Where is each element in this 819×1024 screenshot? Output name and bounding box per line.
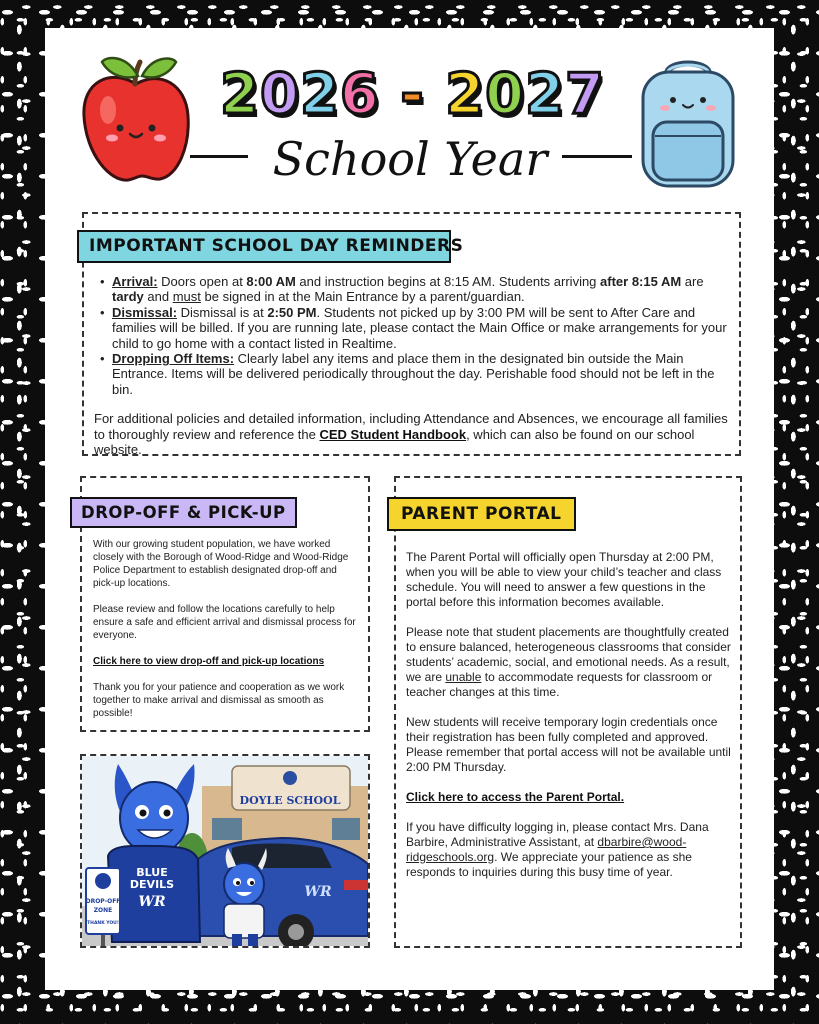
- dropoff-locations-link[interactable]: Click here to view drop-off and pick-up locations: [93, 656, 325, 667]
- arrival-must: must: [172, 289, 201, 305]
- sign-line-1: DROP-OFF: [85, 898, 121, 905]
- portal-p2-text-2: to accommodate requests for classroom or teacher changes at this time.: [406, 670, 713, 699]
- title-rule-left: [190, 155, 248, 158]
- dropping-label: Dropping Off Items:: [112, 351, 235, 367]
- year-char-8: 7: [565, 62, 605, 127]
- reminder-dismissal: [94, 305, 729, 351]
- school-year-title: [220, 62, 605, 127]
- portal-content: [406, 550, 731, 880]
- dismissal-label: Dismissal:: [112, 304, 178, 320]
- backpack-icon: [633, 56, 743, 192]
- year-char-3: 6: [339, 62, 380, 127]
- arrival-after: after 8:15 AM: [600, 274, 682, 289]
- sign-line-3: THANK YOU!: [87, 921, 119, 926]
- portal-p2-text-1: Please note that student placements are thoughtfully created to ensure balanced, heterogeneous classrooms that consider students’ academic, social, and emotional needs. As a result, we are: [406, 625, 731, 684]
- portal-p4-text-2: . We appreciate your patience as she responds to inquiries during this busy time of year.: [406, 850, 692, 879]
- year-char-7: 2: [525, 62, 566, 127]
- arrival-tardy: tardy: [112, 289, 144, 305]
- footer-text-2: , which can also be found on our school website.: [94, 426, 695, 458]
- dismissal-text-2: . Students not picked up by 3:00 PM will be sent to After Care and families will be billed. If you are running late, please contact the Main Office or make arrangements for your child to go home with a contact listed in Realtime.: [112, 304, 727, 351]
- reminders-footer: [94, 411, 729, 457]
- dismissal-text-1: Dismissal is at: [177, 304, 268, 320]
- arrival-text-5: be signed in at the Main Entrance by a parent/guardian.: [200, 289, 525, 305]
- arrival-label: Arrival:: [112, 274, 158, 289]
- footer-text-1: For additional policies and detailed information, including Attendance and Absences, we encourage all families to thoroughly review and reference the: [94, 411, 728, 442]
- reminders-content: [94, 274, 729, 457]
- sign-line-2: ZONE: [93, 907, 113, 914]
- dropoff-paragraph-1: With our growing student population, we have worked closely with the Borough of Wood-Ridge and Wood-Ridge Police Department to establish designated drop-off and pick-up locations.: [93, 539, 349, 589]
- dropping-text-1: Clearly label any items and place them in the designated bin outside the Main Entrance. Items will be delivered periodically throughout the day. Perishable food should not be left in the bin.: [112, 351, 715, 397]
- year-char-4: -: [379, 62, 446, 127]
- portal-p4-text-1: If you have difficulty logging in, please contact Mrs. Dana Barbire, Administrative Assistant, at: [406, 820, 709, 849]
- year-char-5: 2: [445, 62, 486, 127]
- year-char-1: 0: [259, 62, 300, 127]
- student-handbook-link[interactable]: CED Student Handbook: [319, 426, 467, 442]
- year-char-0: 2: [220, 62, 260, 127]
- school-year-subtitle: School Year: [272, 132, 548, 186]
- parent-portal-box: [394, 476, 742, 948]
- dropoff-paragraph-3: Thank you for your patience and cooperation as we work together to make arrival and dismissal as smooth as possible!: [93, 682, 345, 719]
- dropoff-content: [93, 538, 358, 720]
- admin-email-link[interactable]: dbarbire@wood-ridgeschools.org: [406, 835, 687, 864]
- arrival-text-3: are: [681, 274, 704, 289]
- dropoff-heading: DROP-OFF & PICK-UP: [70, 497, 297, 528]
- arrival-time: 8:00 AM: [246, 274, 296, 289]
- portal-paragraph-3: New students will receive temporary login credentials once their registration has been fully completed and approved. Please remember that portal access will not be available until 2:00 PM Thursday.: [406, 715, 731, 774]
- dismissal-time: 2:50 PM: [267, 304, 317, 320]
- reminder-arrival: [94, 274, 729, 305]
- flyer-page: [45, 28, 774, 990]
- shirt-text-1: BLUE: [136, 866, 168, 879]
- shirt-logo: WR: [138, 894, 166, 910]
- reminders-list: [94, 274, 729, 397]
- year-char-6: 0: [485, 62, 526, 127]
- car-logo: WR: [304, 884, 332, 900]
- portal-paragraph-1: The Parent Portal will officially open Thursday at 2:00 PM, when you will be able to view your child’s teacher and class schedule. You will need to answer a few questions in the portal before this information becomes available.: [406, 550, 722, 609]
- school-dropoff-illustration: [82, 756, 368, 946]
- portal-paragraph-4: [406, 820, 731, 880]
- illustration-box: [80, 754, 370, 948]
- arrival-text-4: and: [143, 289, 173, 305]
- parent-portal-heading: PARENT PORTAL: [387, 497, 576, 531]
- parent-portal-link[interactable]: Click here to access the Parent Portal.: [406, 790, 625, 804]
- dropoff-paragraph-2: Please review and follow the locations carefully to help ensure a safe and efficient arrival and dismissal process for everyone.: [93, 604, 356, 641]
- portal-unable: unable: [445, 670, 482, 684]
- school-name: DOYLE SCHOOL: [239, 794, 341, 807]
- apple-icon: [80, 54, 192, 186]
- year-char-2: 2: [299, 62, 340, 127]
- reminders-heading: IMPORTANT SCHOOL DAY REMINDERS: [77, 230, 451, 263]
- arrival-text-2: and instruction begins at 8:15 AM. Students arriving: [295, 274, 601, 289]
- arrival-text-1: Doors open at: [157, 274, 247, 289]
- shirt-text-2: DEVILS: [129, 878, 175, 891]
- reminder-dropping-off: [94, 351, 729, 397]
- portal-paragraph-2: [406, 625, 731, 700]
